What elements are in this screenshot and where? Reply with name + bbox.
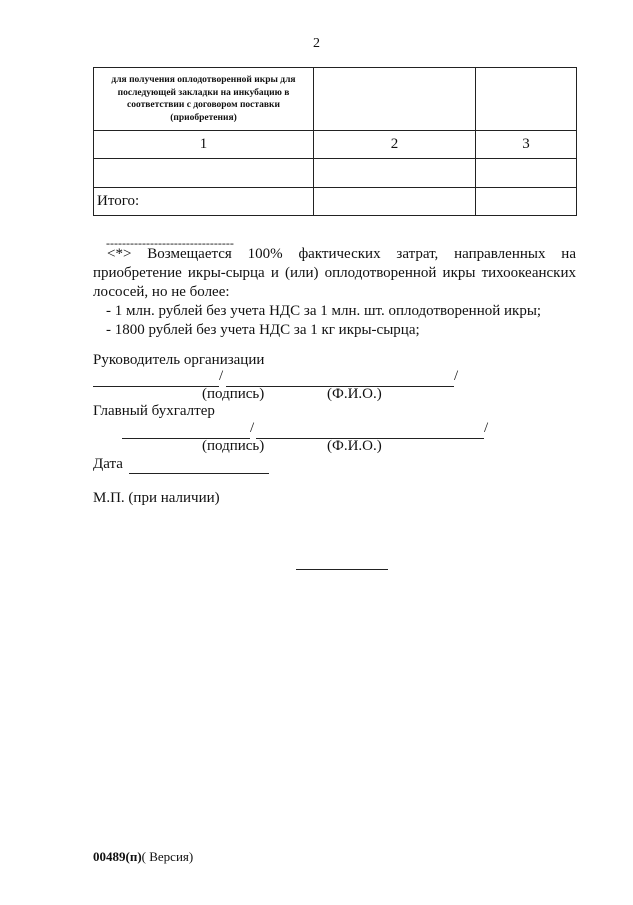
separator-slash: /: [250, 420, 255, 436]
separator-slash: /: [219, 368, 224, 384]
name-caption: (Ф.И.О.): [327, 386, 382, 402]
stamp-label: М.П. (при наличии): [93, 490, 220, 506]
table-cell: [314, 68, 476, 131]
column-number: 3: [476, 131, 577, 159]
table-row-column-numbers: [94, 131, 577, 159]
table-cell: [476, 188, 577, 216]
page-number: 2: [313, 36, 320, 51]
document-code-number: 00489(п): [93, 849, 142, 864]
footnote: [93, 245, 576, 340]
name-caption: (Ф.И.О.): [327, 438, 382, 454]
table-row: [94, 159, 577, 188]
document-code: [93, 849, 193, 865]
table-cell-description: для получения оплодотворенной икры для последующей закладки на инкубацию в соответствии с договором поставки (приобретения): [94, 68, 314, 131]
table-cell: [476, 159, 577, 188]
head-label: Руководитель организации: [93, 352, 265, 368]
closing-rule: [296, 569, 388, 570]
footnote-item: - 1 млн. рублей без учета НДС за 1 млн. шт. оплодотворенной икры;: [106, 303, 542, 319]
document-version: ( Версия): [141, 849, 194, 864]
report-table: [93, 67, 577, 216]
table-cell: [314, 159, 476, 188]
column-number: 2: [314, 131, 476, 159]
total-label: Итого:: [94, 188, 314, 216]
separator-slash: /: [484, 420, 489, 436]
table-row: [94, 68, 577, 131]
signature-caption: (подпись): [202, 438, 265, 454]
table-cell: [476, 68, 577, 131]
date-line: [129, 473, 269, 474]
signature-caption: (подпись): [202, 386, 265, 402]
date-label: Дата: [93, 456, 123, 472]
accountant-label: Главный бухгалтер: [93, 403, 215, 419]
column-number: 1: [94, 131, 314, 159]
table-cell: [314, 188, 476, 216]
footnote-item: - 1800 рублей без учета НДС за 1 кг икры-сырца;: [106, 322, 420, 338]
footnote-separator: --------------------------------: [106, 236, 234, 250]
footnote-text: <*> Возмещается 100% фактических затрат, направленных на приобретение икры-сырца и (или) оплодотворенной икры тихоокеанских лососей, но не более:: [93, 246, 576, 300]
table-cell: [94, 159, 314, 188]
separator-slash: /: [454, 368, 459, 384]
table-row-total: [94, 188, 577, 216]
signature-line: [93, 386, 219, 387]
